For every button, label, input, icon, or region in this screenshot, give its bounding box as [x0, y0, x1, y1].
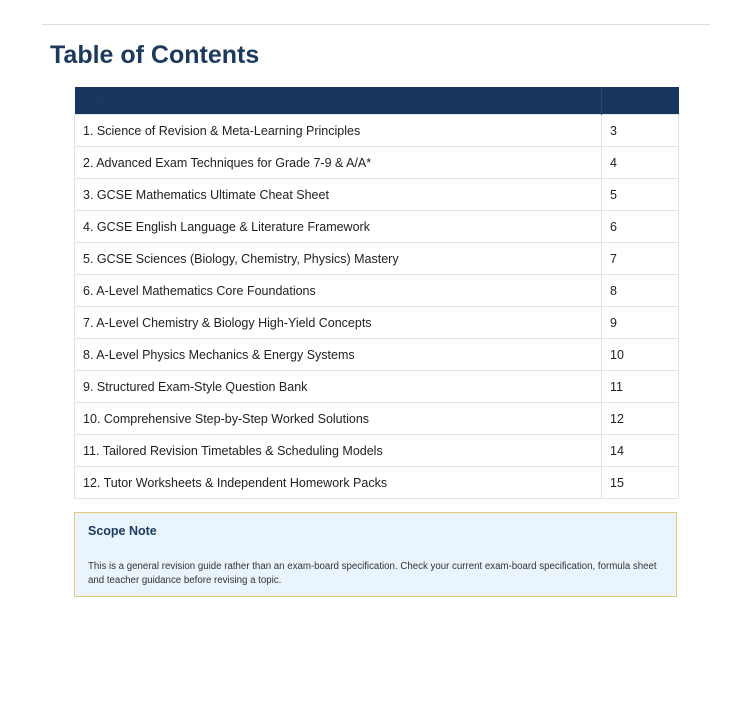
scope-note-title: Scope Note	[88, 524, 157, 538]
toc-page-number: 14	[602, 435, 679, 467]
toc-section-title: 1. Science of Revision & Meta-Learning Principles	[75, 115, 602, 147]
table-row	[75, 115, 679, 147]
table-row	[75, 307, 679, 339]
scope-note-body: This is a general revision guide rather than an exam-board specification. Check your current exam-board specification, formula sheet and teacher guidance before revising a topic.	[88, 561, 657, 586]
toc-page-number: 5	[602, 179, 679, 211]
toc-table	[74, 87, 679, 499]
top-divider	[42, 24, 710, 25]
table-row	[75, 371, 679, 403]
table-row	[75, 467, 679, 499]
toc-page-number: 6	[602, 211, 679, 243]
toc-page-number: 3	[602, 115, 679, 147]
toc-page-number: 7	[602, 243, 679, 275]
table-row	[75, 275, 679, 307]
toc-page-number: 15	[602, 467, 679, 499]
page-title: Table of Contents	[50, 41, 260, 69]
toc-section-title: 10. Comprehensive Step-by-Step Worked Solutions	[75, 403, 602, 435]
toc-section-title: 9. Structured Exam-Style Question Bank	[75, 371, 602, 403]
table-row	[75, 435, 679, 467]
toc-section-title: 2. Advanced Exam Techniques for Grade 7-9 & A/A*	[75, 147, 602, 179]
toc-section-title: 11. Tailored Revision Timetables & Scheduling Models	[75, 435, 602, 467]
table-row	[75, 147, 679, 179]
toc-section-title: 6. A-Level Mathematics Core Foundations	[75, 275, 602, 307]
toc-header-row	[75, 87, 679, 115]
table-row	[75, 211, 679, 243]
column-header-page: Page	[602, 87, 679, 115]
toc-section-title: 3. GCSE Mathematics Ultimate Cheat Sheet	[75, 179, 602, 211]
toc-section-title: 8. A-Level Physics Mechanics & Energy Systems	[75, 339, 602, 371]
column-header-section: Section	[75, 87, 602, 115]
toc-section-title: 5. GCSE Sciences (Biology, Chemistry, Physics) Mastery	[75, 243, 602, 275]
table-row	[75, 403, 679, 435]
toc-section-title: 12. Tutor Worksheets & Independent Homework Packs	[75, 467, 602, 499]
table-row	[75, 339, 679, 371]
toc-section-title: 7. A-Level Chemistry & Biology High-Yield Concepts	[75, 307, 602, 339]
toc-page-number: 8	[602, 275, 679, 307]
toc-page-number: 12	[602, 403, 679, 435]
toc-page-number: 10	[602, 339, 679, 371]
toc-body	[75, 115, 679, 499]
toc-page-number: 9	[602, 307, 679, 339]
table-row	[75, 179, 679, 211]
table-row	[75, 243, 679, 275]
toc-page-number: 4	[602, 147, 679, 179]
toc-page-number: 11	[602, 371, 679, 403]
toc-section-title: 4. GCSE English Language & Literature Framework	[75, 211, 602, 243]
scope-note-box	[74, 512, 677, 597]
